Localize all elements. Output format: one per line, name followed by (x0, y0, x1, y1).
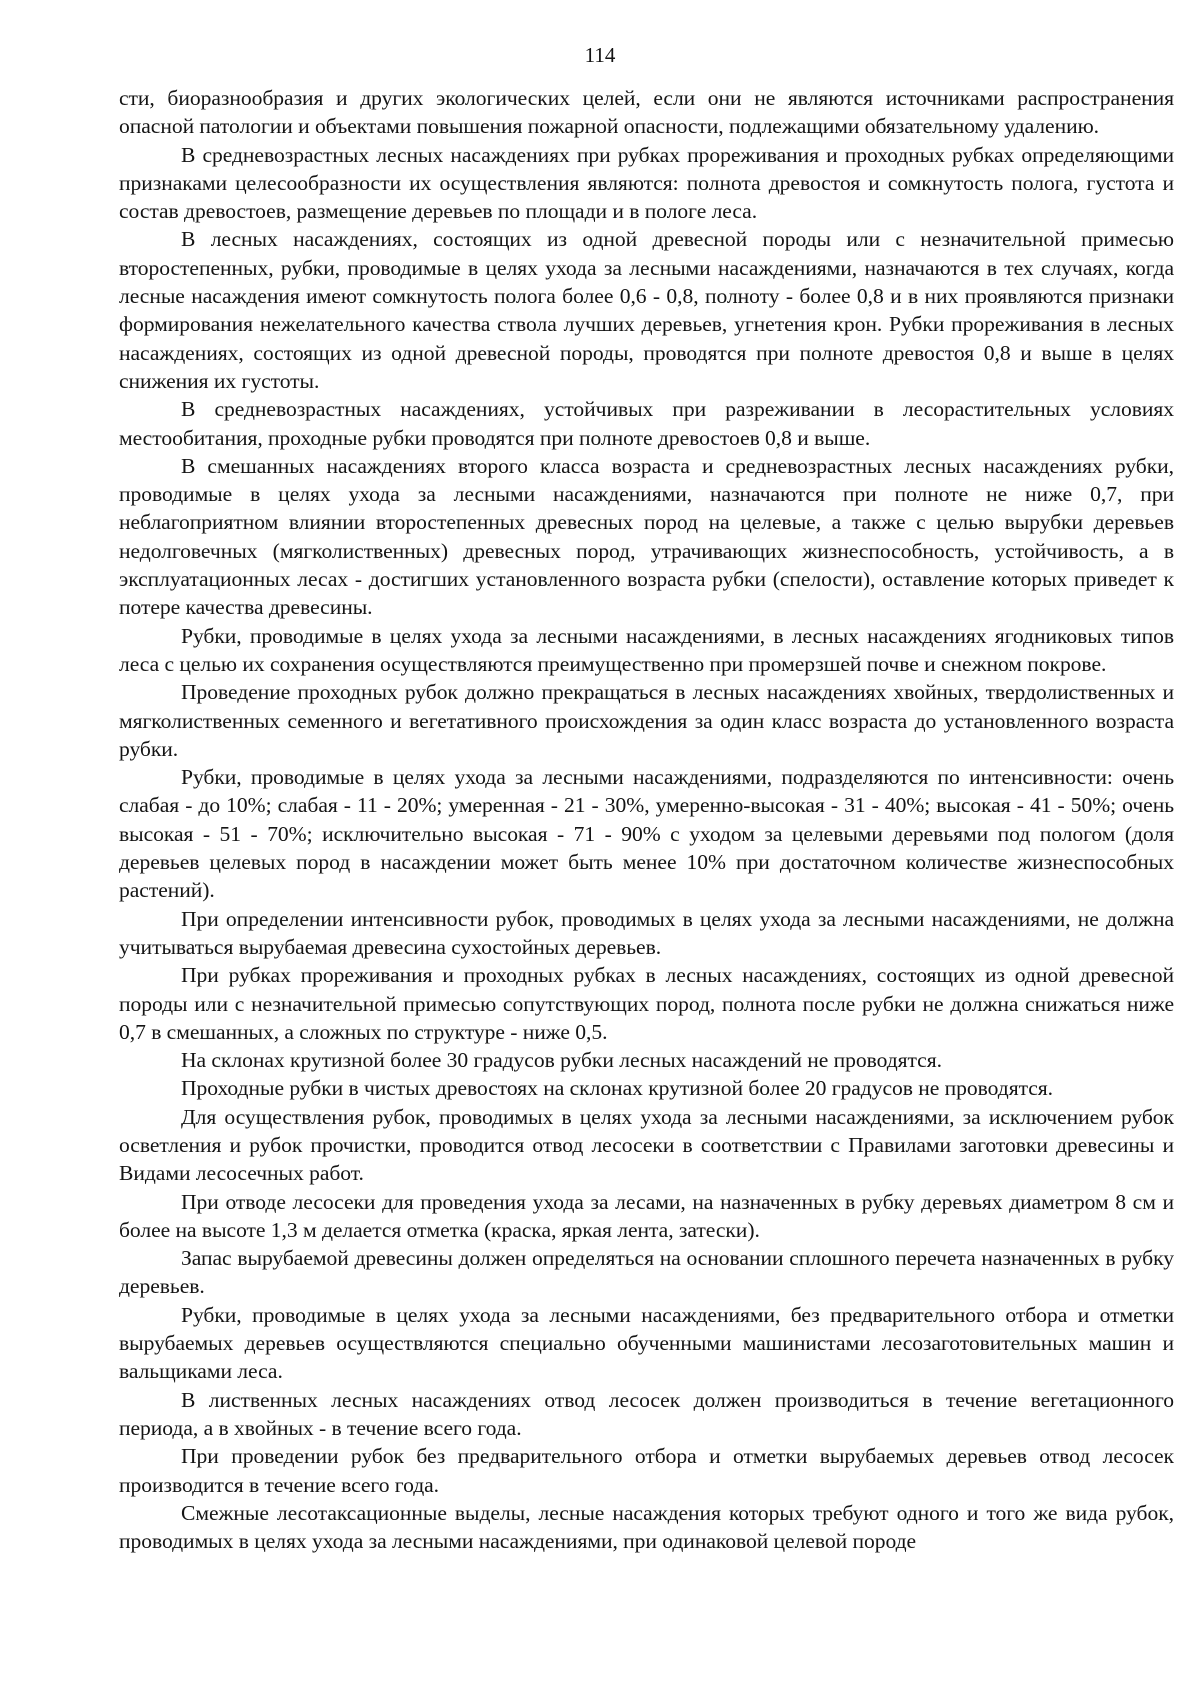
paragraph-middle-aged-stands: В средневозрастных насаждениях, устойчивых при разреживании в лесорастительных условиях местообитания, проходные рубки проводятся при полноте древостоев 0,8 и выше. (119, 397, 1174, 450)
paragraph-density-after-cutting: При рубках прореживания и проходных рубках в лесных насаждениях, состоящих из одной древесной породы или с незначительной примесью сопутствующих пород, полнота после рубки не должна снижаться ниже 0,7 в смешанных, а сложных по структуре - ниже 0,5. (119, 963, 1174, 1044)
paragraph-cutting-area-allotment: Для осуществления рубок, проводимых в целях ухода за лесными насаждениями, за исключением рубок осветления и рубок прочистки, проводится отвод лесосеки в соответствии с Правилами заготовки древесины и Видами лесосечных работ. (119, 1104, 1174, 1186)
paragraph-passage-cutting-stop: Проведение проходных рубок должно прекращаться в лесных насаждениях хвойных, твердолиственных и мягколиственных семенного и вегетативного происхождения за один класс возраста до установленного возраста рубки. (119, 680, 1174, 761)
paragraph-intensity-deadwood: При определении интенсивности рубок, проводимых в целях ухода за лесными насаждениями, не должна учитываться вырубаемая древесина сухостойных деревьев. (119, 906, 1174, 959)
paragraph-year-round-allotment: При проведении рубок без предварительного отбора и отметки вырубаемых деревьев отвод лесосек производится в течение всего года. (119, 1444, 1174, 1497)
paragraph-deciduous-allotment: В лиственных лесных насаждениях отвод лесосек должен производиться в течение вегетационного периода, а в хвойных - в течение всего года. (119, 1387, 1174, 1440)
paragraph-single-species-stands: В лесных насаждениях, состоящих из одной древесной породы или с незначительной примесью второстепенных, рубки, проводимые в целях ухода за лесными насаждениями, назначаются в тех случаях, когда лесные насаждения имеют сомкнутость полога более 0,6 - 0,8, полноту - более 0,8 и в них проявляются признаки формирования нежелательного качества ствола лучших деревьев, угнетения крон. Рубки прореживания в лесных насаждениях, состоящих из одной древесной породы, проводятся при полноте древостоя 0,8 и выше в целях снижения их густоты. (119, 227, 1174, 393)
paragraph-tree-marking: При отводе лесосеки для проведения ухода за лесами, на назначенных в рубку деревьях диаметром 8 см и более на высоте 1,3 м делается отметка (краска, яркая лента, затески). (119, 1189, 1174, 1242)
paragraph-thinning-criteria: В средневозрастных лесных насаждениях при рубках прореживания и проходных рубках определяющими признаками целесообразности их осуществления являются: полнота древостоя и сомкнутость полога, густота и состав древостоев, размещение деревьев по площади и в пологе леса. (119, 142, 1174, 224)
paragraph-slope-20: Проходные рубки в чистых древостоях на склонах крутизной более 20 градусов не проводятся. (181, 1076, 1054, 1101)
page-number: 114 (584, 43, 616, 67)
paragraph-berry-forest-types: Рубки, проводимые в целях ухода за лесными насаждениями, в лесных насаждениях ягодниковых типов леса с целью их сохранения осуществляются преимущественно при промерзшей почве и снежном покрове. (119, 623, 1174, 676)
paragraph-timber-stock: Запас вырубаемой древесины должен определяться на основании сплошного перечета назначенных в рубку деревьев. (119, 1246, 1174, 1299)
paragraph-no-preselection: Рубки, проводимые в целях ухода за лесными насаждениями, без предварительного отбора и отметки вырубаемых деревьев осуществляются специально обученными машинистами лесозаготовительных машин и вальщиками леса. (119, 1302, 1174, 1384)
paragraph-mixed-stands: В смешанных насаждениях второго класса возраста и средневозрастных лесных насаждениях рубки, проводимые в целях ухода за лесными насаждениями, назначаются при полноте не ниже 0,7, при неблагоприятном влиянии второстепенных древесных пород на целевые, а также с целью вырубки деревьев недолговечных (мягколиственных) древесных пород, утрачивающих жизнеспособность, устойчивость, а в эксплуатационных лесах - достигших установленного возраста рубки (спелости), оставление которых приведет к потере качества древесины. (119, 453, 1174, 620)
document-body (119, 84, 1174, 1555)
paragraph-slope-30: На склонах крутизной более 30 градусов рубки лесных насаждений не проводятся. (181, 1048, 942, 1073)
paragraph-adjacent-units: Смежные лесотаксационные выделы, лесные насаждения которых требуют одного и того же вида рубок, проводимых в целях ухода за лесными насаждениями, при одинаковой целевой породе (119, 1500, 1174, 1554)
paragraph-continuation: сти, биоразнообразия и других экологических целей, если они не являются источниками распространения опасной патологии и объектами повышения пожарной опасности, подлежащими обязательному удалению. (119, 86, 1174, 139)
paragraph-intensity-classes: Рубки, проводимые в целях ухода за лесными насаждениями, подразделяются по интенсивности: очень слабая - до 10%; слабая - 11 - 20%; умеренная - 21 - 30%, умеренно-высокая - 31 - 40%; высокая - 41 - 50%; очень высокая - 51 - 70%; исключительно высокая - 71 - 90% с уходом за целевыми деревьями под пологом (доля деревьев целевых пород в насаждении может быть менее 10% при достаточном количестве жизнеспособных растений). (119, 765, 1174, 903)
